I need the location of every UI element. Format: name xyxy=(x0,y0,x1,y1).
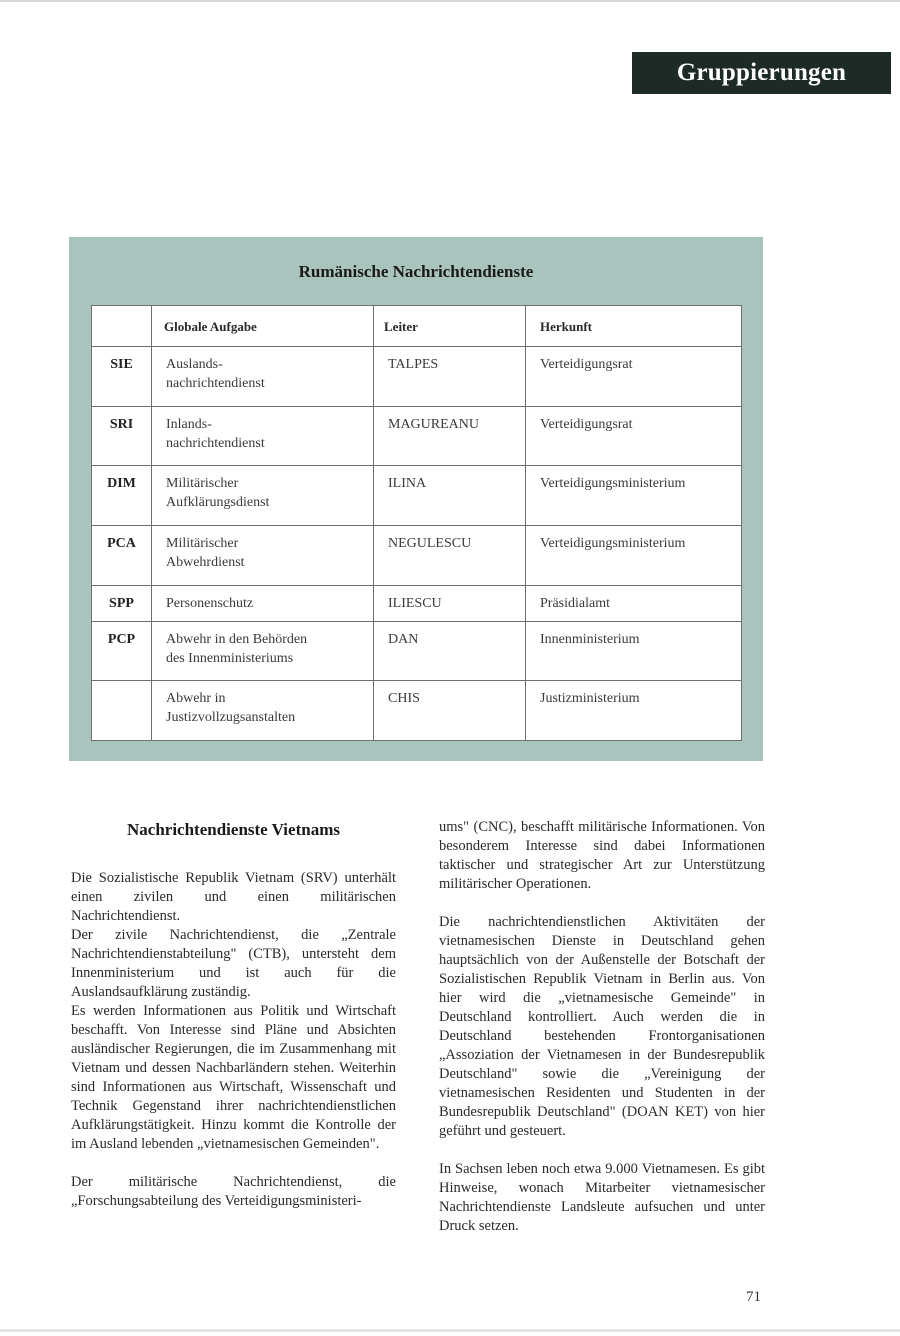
article-left-column xyxy=(71,820,396,1211)
cell-origin: Verteidigungsrat xyxy=(526,406,742,466)
article-paragraph: Die Sozialistische Republik Vietnam (SRV) unterhält einen zivilen und einen militärischen Nachrichtendienst. xyxy=(71,870,396,924)
cell-leader: ILIESCU xyxy=(374,585,526,621)
table-header-row xyxy=(92,306,742,347)
bottom-rule xyxy=(0,1329,900,1332)
column-header-origin: Herkunft xyxy=(526,306,742,347)
cell-abbreviation: SIE xyxy=(92,347,152,407)
cell-abbreviation: SRI xyxy=(92,406,152,466)
cell-origin: Verteidigungsministerium xyxy=(526,526,742,586)
cell-abbreviation xyxy=(92,681,152,741)
article-heading: Nachrichtendienste Vietnams xyxy=(127,820,340,839)
table-row xyxy=(92,347,742,407)
cell-task: Inlands- nachrichtendienst xyxy=(152,406,374,466)
cell-task: Personenschutz xyxy=(152,585,374,621)
top-rule xyxy=(0,0,900,2)
cell-abbreviation: SPP xyxy=(92,585,152,621)
table-title: Rumänische Nachrichtendienste xyxy=(298,262,534,281)
cell-task: Abwehr in Justizvollzugsanstalten xyxy=(152,681,374,741)
cell-abbreviation: DIM xyxy=(92,466,152,526)
cell-abbreviation: PCA xyxy=(92,526,152,586)
column-header-task: Globale Aufgabe xyxy=(152,306,374,347)
table-row xyxy=(92,406,742,466)
article-paragraph: Der militärische Nachrichtendienst, die „Forschungsabteilung des Verteidigungsministeri- xyxy=(71,1174,396,1209)
cell-origin: Innenministerium xyxy=(526,621,742,681)
article-paragraph: Der zivile Nachrichtendienst, die „Zentrale Nachrichtendienstabteilung" (CTB), untersteht dem Innenministerium und ist auch für die Auslandsaufklärung zuständig. xyxy=(71,927,396,1000)
table-row xyxy=(92,466,742,526)
column-header-leader: Leiter xyxy=(374,306,526,347)
table-row xyxy=(92,526,742,586)
section-tab: Gruppierungen xyxy=(632,52,891,94)
cell-origin: Justizministerium xyxy=(526,681,742,741)
article-right-column xyxy=(439,818,765,1236)
column-header-abbr xyxy=(92,306,152,347)
cell-leader: MAGUREANU xyxy=(374,406,526,466)
article-paragraph: Es werden Informationen aus Politik und Wirtschaft beschafft. Von Interesse sind Pläne und Absichten ausländischer Regierungen, die im Zusammenhang mit Vietnam und dessen Nachbarländern stehen. Weiterhin sind Informationen aus Wirtschaft, Wissenschaft und Technik Gegenstand ihrer nachrichtendienstlichen Aufklärungstätigkeit. Hinzu kommt die Kontrolle der im Ausland lebenden „vietnamesischen Gemeinden". xyxy=(71,1003,396,1152)
cell-leader: ILINA xyxy=(374,466,526,526)
cell-origin: Präsidialamt xyxy=(526,585,742,621)
cell-task: Militärischer Abwehrdienst xyxy=(152,526,374,586)
cell-abbreviation: PCP xyxy=(92,621,152,681)
cell-origin: Verteidigungsrat xyxy=(526,347,742,407)
table-row xyxy=(92,585,742,621)
intelligence-services-table xyxy=(91,305,742,741)
article-paragraph: ums" (CNC), beschafft militärische Informationen. Von besonderem Interesse sind dabei Informationen taktischer und strategischer Art zur Unterstützung militärischer Operationen. xyxy=(439,819,765,892)
cell-task: Auslands- nachrichtendienst xyxy=(152,347,374,407)
article-paragraph: Die nachrichtendienstlichen Aktivitäten der vietnamesischen Dienste in Deutschland gehen hauptsächlich von der Außenstelle der Botschaft der Sozialistischen Republik Vietnam in Berlin aus. Von hier wird die „vietnamesische Gemeinde" in Deutschland kontrolliert. Auch werden die in Deutschland bestehenden Frontorganisationen „Assoziation der Vietnamesen in der Bundesrepublik Deutschland" sowie die „Vereinigung der vietnamesischen Residenten und Studenten in der Bundesrepublik Deutschland" (DOAN KET) von hier geführt und gesteuert. xyxy=(439,914,765,1139)
article-paragraph: In Sachsen leben noch etwa 9.000 Vietnamesen. Es gibt Hinweise, wonach Mitarbeiter vietnamesischer Nachrichtendienste Landsleute aufsuchen und unter Druck setzen. xyxy=(439,1161,765,1234)
table-row xyxy=(92,681,742,741)
page-number: 71 xyxy=(746,1289,761,1305)
cell-origin: Verteidigungsministerium xyxy=(526,466,742,526)
table-row xyxy=(92,621,742,681)
cell-leader: TALPES xyxy=(374,347,526,407)
cell-task: Abwehr in den Behörden des Innenministeriums xyxy=(152,621,374,681)
intelligence-table-panel xyxy=(69,237,763,761)
cell-leader: DAN xyxy=(374,621,526,681)
cell-task: Militärischer Aufklärungsdienst xyxy=(152,466,374,526)
cell-leader: CHIS xyxy=(374,681,526,741)
cell-leader: NEGULESCU xyxy=(374,526,526,586)
